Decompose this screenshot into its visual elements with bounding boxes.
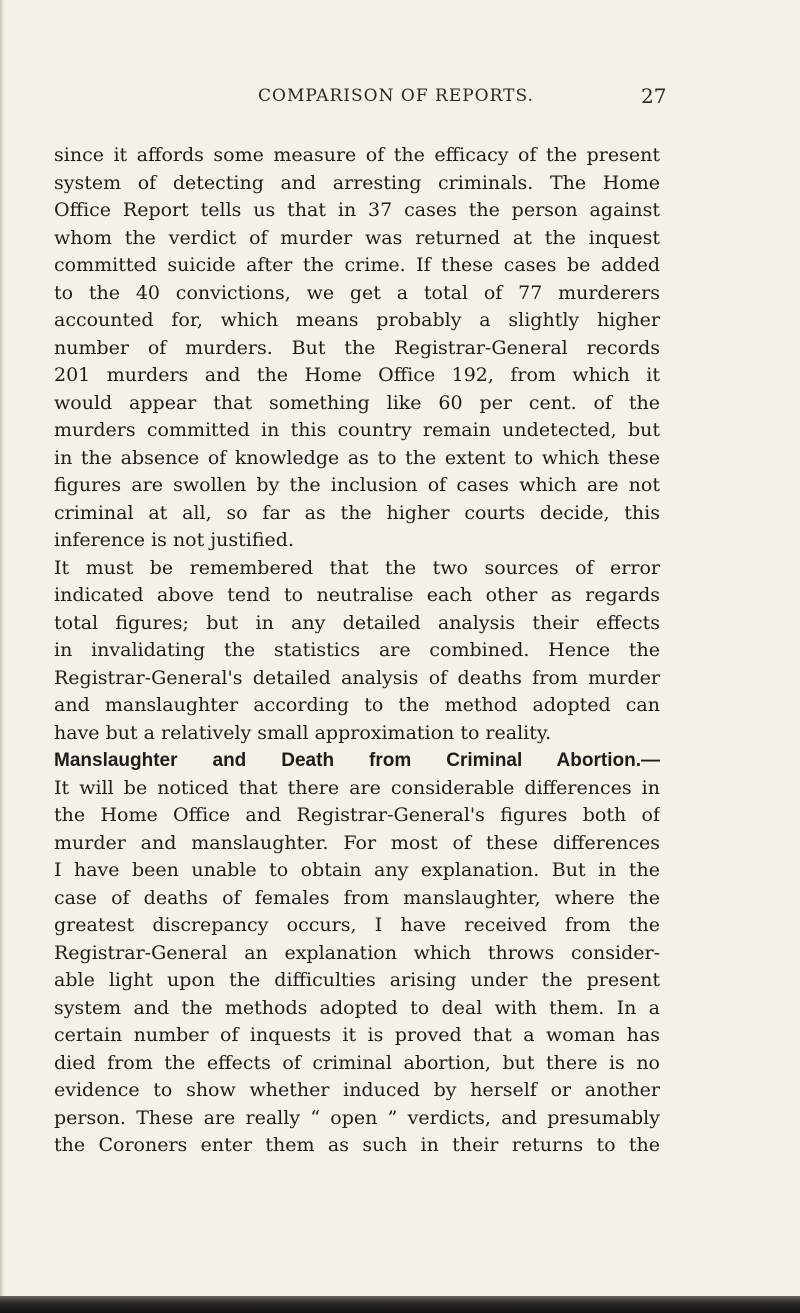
text-line: indicated above tend to neutralise each other as regards [54,584,660,606]
text-line: greatest discrepancy occurs, I have received from the [54,914,660,936]
text-line: 201 murders and the Home Office 192, from which it [54,364,660,386]
text-line: figures are swollen by the inclusion of cases which are not [54,474,660,496]
text-line: total figures; but in any detailed analysis their effects [54,611,660,634]
text-line: murders committed in this country remain undetected, but [54,419,660,441]
text-line: evidence to show whether induced by herself or another [54,1079,660,1101]
running-title: COMPARISON OF REPORTS. [258,86,534,106]
text-line: in invalidating the statistics are combined. Hence the [54,639,660,661]
text-line: murder and manslaughter. For most of these differences [54,831,660,854]
page-edge-shadow [0,0,4,1313]
text-line: case of deaths of females from manslaughter, where the [54,886,660,909]
text-line: criminal at all, so far as the higher courts decide, this [54,501,660,524]
text-line: able light upon the difficulties arising under the present [54,969,660,991]
text-line: Registrar-General an explanation which throws consider- [54,941,660,964]
text-line: in the absence of knowledge as to the extent to which these [54,446,660,469]
text-line: and manslaughter according to the method adopted can [54,694,660,716]
section-heading-line [54,747,660,775]
text-line: Registrar-General's detailed analysis of deaths from murder [54,666,660,689]
text-line: since it affords some measure of the efficacy of the present [54,144,660,166]
text-line: It must be remembered that the two sources of error [54,556,660,579]
text-line: certain number of inquests it is proved that a woman has [54,1024,660,1046]
section-heading: Manslaughter and Death from Criminal Abortion.— [54,750,660,771]
text-line: whom the verdict of murder was returned at the inquest [54,226,660,249]
text-line: inference is not justified. [54,529,295,551]
text-line: I have been unable to obtain any explanation. But in the [54,859,660,881]
scan-bottom-edge [0,1296,800,1313]
text-line: number of murders. But the Registrar-General records [54,336,660,359]
text-line: accounted for, which means probably a slightly higher [54,309,660,331]
text-line: died from the effects of criminal abortion, but there is no [54,1051,660,1074]
text-line: system of detecting and arresting criminals. The Home [54,171,660,194]
text-line: the Home Office and Registrar-General's figures both of [54,804,660,826]
text-line: would appear that something like 60 per cent. of the [54,391,660,414]
text-line: person. These are really “ open ” verdicts, and presumably [54,1106,660,1129]
text-line: to the 40 convictions, we get a total of 77 murderers [54,281,660,304]
text-line: It will be noticed that there are considerable differences in [54,776,660,799]
text-line: have but a relatively small approximation to reality. [54,721,552,744]
body-text [54,142,660,1160]
text-line: committed suicide after the crime. If these cases be added [54,254,660,276]
text-line: the Coroners enter them as such in their returns to the [54,1134,660,1156]
page-number: 27 [641,84,667,108]
text-line: Office Report tells us that in 37 cases the person against [54,199,660,221]
text-line: system and the methods adopted to deal with them. In a [54,996,660,1019]
